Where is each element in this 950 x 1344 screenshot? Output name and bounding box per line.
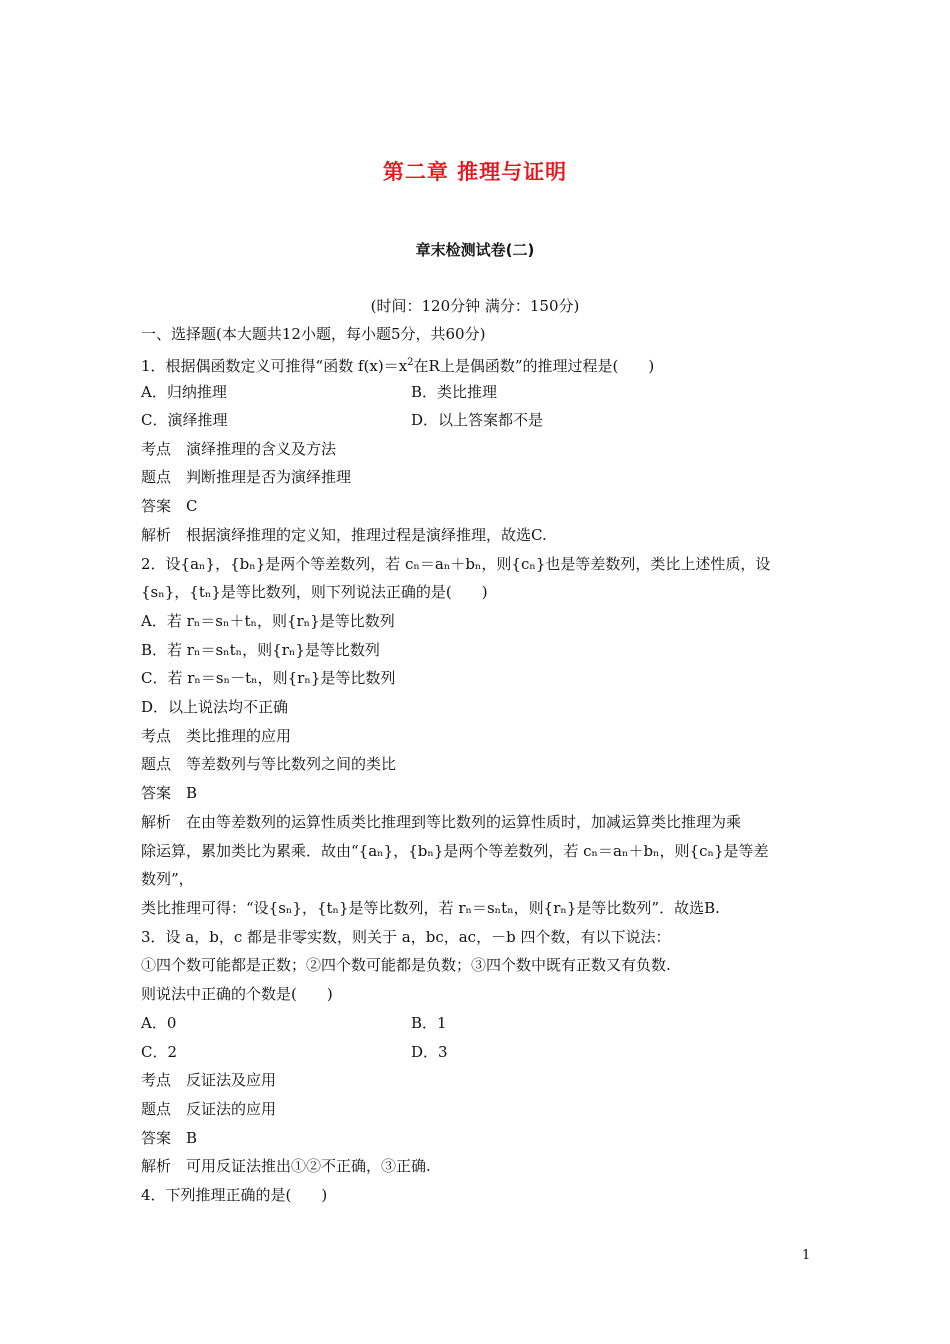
q2-kaodian: 考点 类比推理的应用 xyxy=(141,727,292,745)
q1-option-a: A．归纳推理 xyxy=(141,383,227,401)
exam-info: (时间：120分钟 满分：150分) xyxy=(370,297,580,315)
q1-option-d: D．以上答案都不是 xyxy=(411,411,544,429)
q3-option-b: B．1 xyxy=(411,1014,447,1032)
chapter-title: 第二章 推理与证明 xyxy=(382,160,568,184)
q3-stem-line2: ①四个数可能都是正数；②四个数可能都是负数；③四个数中既有正数又有负数. xyxy=(141,956,671,974)
q2-stem-line2: {sₙ}，{tₙ}是等比数列，则下列说法正确的是( ) xyxy=(141,583,488,601)
q2-analysis-line2: 除运算，累加类比为累乘．故由“{aₙ}，{bₙ}是两个等差数列，若 cₙ＝aₙ＋bₙ，则{cₙ}是等差 xyxy=(141,842,769,860)
q1-option-b: B．类比推理 xyxy=(411,383,498,401)
q3-answer: 答案 B xyxy=(141,1129,198,1147)
q1-stem xyxy=(141,353,654,376)
q2-answer: 答案 B xyxy=(141,784,198,802)
q2-analysis-line4: 类比推理可得：“设{sₙ}，{tₙ}是等比数列，若 rₙ＝sₙtₙ，则{rₙ}是等比数列”．故选B. xyxy=(141,899,720,917)
q1-option-c: C．演绎推理 xyxy=(141,411,228,429)
q2-option-a: A．若 rₙ＝sₙ＋tₙ，则{rₙ}是等比数列 xyxy=(141,612,395,630)
q1-tidian: 题点 判断推理是否为演绎推理 xyxy=(141,468,352,486)
page-number: 1 xyxy=(802,1248,811,1263)
q1-kaodian: 考点 演绎推理的含义及方法 xyxy=(141,440,337,458)
q2-option-c: C．若 rₙ＝sₙ－tₙ，则{rₙ}是等比数列 xyxy=(141,669,396,687)
q3-tidian: 题点 反证法的应用 xyxy=(141,1100,277,1118)
q2-option-d: D．以上说法均不正确 xyxy=(141,698,289,716)
q3-kaodian: 考点 反证法及应用 xyxy=(141,1071,277,1089)
section-heading: 一、选择题(本大题共12小题，每小题5分，共60分) xyxy=(141,325,486,343)
q3-analysis: 解析 可用反证法推出①②不正确，③正确. xyxy=(141,1157,431,1175)
q2-option-b: B．若 rₙ＝sₙtₙ，则{rₙ}是等比数列 xyxy=(141,641,380,659)
q3-option-c: C．2 xyxy=(141,1043,178,1061)
q2-tidian: 题点 等差数列与等比数列之间的类比 xyxy=(141,755,397,773)
q3-option-a: A．0 xyxy=(141,1014,177,1032)
q2-stem-line1: 2．设{aₙ}，{bₙ}是两个等差数列，若 cₙ＝aₙ＋bₙ，则{cₙ}也是等差数列，类比上述性质，设 xyxy=(141,555,771,573)
q3-option-d: D．3 xyxy=(411,1043,448,1061)
q3-stem-line1: 3．设 a，b，c 都是非零实数，则关于 a，bc，ac，－b 四个数，有以下说法： xyxy=(141,928,671,946)
q2-analysis-line3: 数列”， xyxy=(141,870,194,888)
q1-stem-part-b: 在R上是偶函数”的推理过程是( ) xyxy=(413,357,655,375)
q3-stem-line3: 则说法中正确的个数是( ) xyxy=(141,985,333,1003)
exam-title: 章末检测试卷(二) xyxy=(415,241,535,259)
q4-stem: 4．下列推理正确的是( ) xyxy=(141,1186,328,1204)
q2-analysis-line1: 解析 在由等差数列的运算性质类比推理到等比数列的运算性质时，加减运算类比推理为乘 xyxy=(141,813,742,831)
q1-answer: 答案 C xyxy=(141,497,198,515)
q1-analysis: 解析 根据演绎推理的定义知，推理过程是演绎推理，故选C. xyxy=(141,526,547,544)
q1-stem-part-a: 1．根据偶函数定义可推得“函数 f(x)＝x xyxy=(141,357,408,375)
q1-stem-exponent: 2 xyxy=(407,357,414,368)
